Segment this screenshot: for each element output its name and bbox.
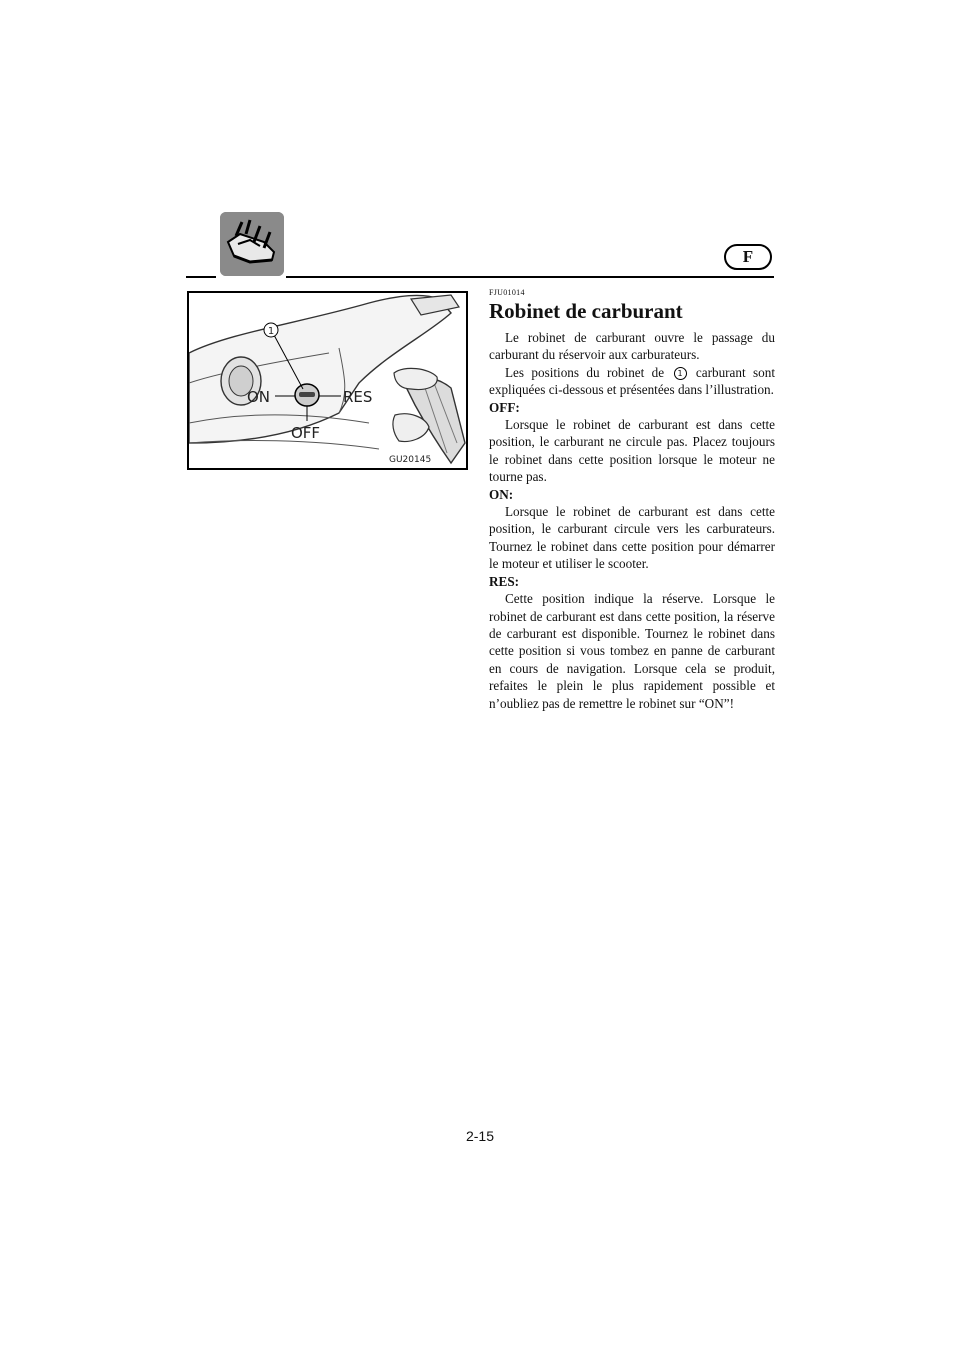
figure-code: GU20145: [389, 455, 432, 465]
positions-text-after: carburant sont expliquées ci-dessous et présentées dans l’illustration.: [489, 364, 776, 398]
language-badge: F: [724, 244, 772, 270]
intro-paragraph: Le robinet de carburant ouvre le passage du carburant du réservoir aux carburateurs.: [489, 330, 775, 363]
section-title: Robinet de carburant: [489, 299, 683, 323]
header-rule-right: [286, 276, 774, 278]
off-term: OFF:: [489, 399, 520, 415]
watercraft-riding-icon: [220, 212, 284, 276]
label-on: ON: [247, 388, 271, 406]
on-term: ON:: [489, 486, 514, 502]
off-description: Lorsque le robinet de carburant est dans cette position, le carburant ne circule pas. Placez toujours le robinet dans cette position lorsque le moteur ne tourne pas.: [489, 417, 775, 485]
callout-number-inline: 1: [674, 367, 687, 380]
reference-code: FJU01014: [489, 288, 525, 297]
on-description: Lorsque le robinet de carburant est dans cette position, le carburant circule vers les carburateurs. Tournez le robinet dans cette position pour démarrer le moteur et utiliser le scooter.: [489, 504, 775, 572]
positions-paragraph: [489, 364, 775, 399]
page-number: 2-15: [465, 1128, 495, 1144]
figure-callout-number: 1: [267, 326, 275, 337]
positions-text-before: Les positions du robinet de: [505, 364, 665, 380]
label-off: OFF: [291, 424, 321, 442]
header-rule-left: [186, 276, 216, 278]
res-term: RES:: [489, 573, 520, 589]
res-description: Cette position indique la réserve. Lorsque le robinet de carburant est dans cette position, la réserve de carburant est disponible. Tournez le robinet dans cette position si vous tombez en panne de carburant en cours de navigation. Lorsque cela se produit, refaites le plein le plus rapidement possible et n’oubliez pas de remettre le robinet sur “ON”!: [489, 591, 775, 711]
fuel-cock-illustration: [187, 291, 468, 470]
label-res: RES: [343, 388, 373, 406]
section-text: [489, 288, 775, 712]
